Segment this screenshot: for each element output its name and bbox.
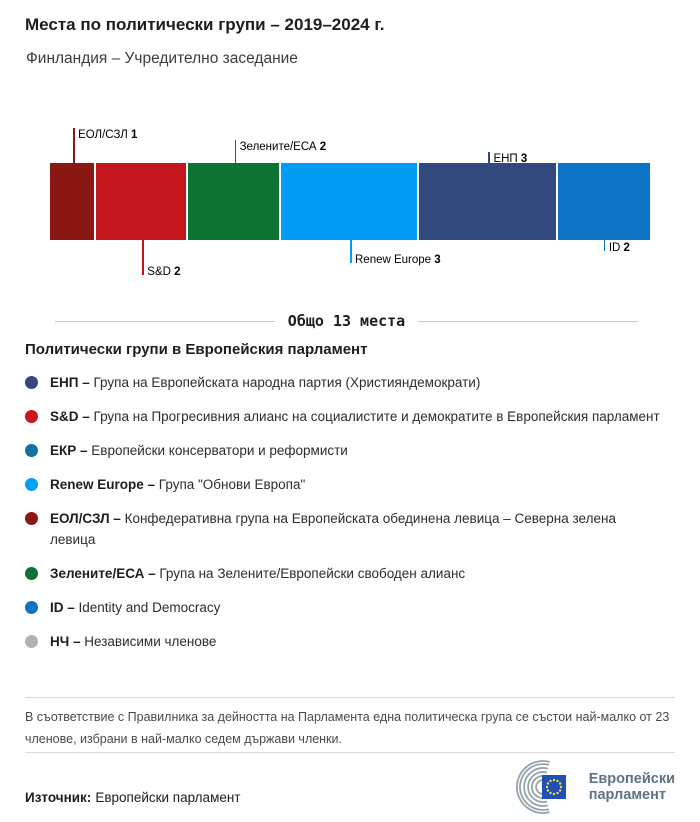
legend-item-description: Група на Европейската народна партия (Християндемократи) [93, 375, 481, 390]
logo-text-line2: парламент [588, 787, 666, 803]
callout-tick [235, 140, 237, 163]
legend-item-3 [25, 440, 675, 461]
callout-tick [488, 152, 490, 163]
legend-item-name: ID – [50, 600, 79, 615]
legend-item-4 [25, 474, 675, 495]
legend-item-6 [25, 563, 675, 584]
legend-item-name: ЕКР – [50, 443, 92, 458]
bar-segment-6[interactable] [558, 163, 650, 240]
callout-tick [73, 128, 75, 163]
legend-color-dot-icon [25, 567, 38, 580]
legend-item-name: Зелените/ЕСА – [50, 566, 160, 581]
legend-item-description: Identity and Democracy [78, 600, 221, 615]
legend-item-text [50, 563, 465, 584]
callout-tick [350, 240, 352, 263]
total-seats-label: Общо 13 места [287, 312, 406, 330]
divider-top [25, 697, 675, 698]
chart-title: Места по политически групи – 2019–2024 г. [25, 15, 385, 34]
source-value: Европейски парламент [95, 790, 241, 805]
ep-logo-text [589, 771, 675, 803]
callout-label: Зелените/ЕСА 2 [239, 141, 327, 153]
legend-heading: Политически групи в Европейския парламент [25, 341, 368, 358]
legend-color-dot-icon [25, 478, 38, 491]
source [25, 790, 241, 805]
legend-item-name: S&D – [50, 409, 94, 424]
callout-label: ID 2 [608, 242, 630, 254]
legend-item-text [50, 597, 220, 618]
callout-label: Renew Europe 3 [355, 254, 441, 266]
legend-color-dot-icon [25, 376, 38, 389]
legend-item-text [50, 508, 660, 550]
bar-segment-5[interactable] [419, 163, 555, 240]
bar-segment-2[interactable] [96, 163, 186, 240]
legend-item-5 [25, 508, 675, 550]
callout-tick [142, 240, 144, 275]
divider-line-left [55, 321, 275, 322]
legend-item-text [50, 631, 216, 652]
legend-item-description: Европейски консерватори и реформисти [91, 443, 348, 458]
legend-item-description: Група "Обнови Европа" [158, 477, 306, 492]
divider-bottom [25, 752, 675, 753]
legend-color-dot-icon [25, 444, 38, 457]
legend-list [25, 372, 675, 665]
legend-color-dot-icon [25, 635, 38, 648]
legend-item-description: Група на Прогресивния алианс на социалистите и демократите в Европейския парламент [93, 409, 660, 424]
legend-item-8 [25, 631, 675, 652]
callout-label: ЕОЛ/СЗЛ 1 [78, 129, 138, 141]
logo-text-line1: Европейски [588, 771, 675, 787]
divider-line-right [418, 321, 638, 322]
legend-item-text [50, 372, 480, 393]
legend-item-2 [25, 406, 675, 427]
bar-segment-4[interactable] [281, 163, 417, 240]
legend-item-text [50, 440, 348, 461]
legend-item-name: Renew Europe – [50, 477, 159, 492]
bar-segment-3[interactable] [188, 163, 278, 240]
legend-item-text [50, 474, 305, 495]
callout-tick [604, 240, 606, 251]
legend-item-name: ЕОЛ/СЗЛ – [50, 511, 125, 526]
legend-color-dot-icon [25, 601, 38, 614]
legend-item-description: Конфедеративна група на Европейската обединена левица – Северна зелена левица [50, 511, 616, 547]
chart-subtitle: Финландия – Учредително заседание [26, 50, 298, 67]
seat-bar-chart [50, 125, 650, 290]
legend-item-text [50, 406, 660, 427]
ep-logo [509, 760, 675, 814]
legend-item-description: Група на Зелените/Европейски свободен алианс [159, 566, 466, 581]
footnote: В съответствие с Правилника за дейността на Парламента една политическа група се състои най-малко от 23 членове, избрани в най-малко седем държави членки. [25, 710, 670, 746]
callout-label: S&D 2 [147, 266, 181, 278]
bar-segment-1[interactable] [50, 163, 94, 240]
legend-color-dot-icon [25, 512, 38, 525]
legend-item-description: Независими членове [84, 634, 217, 649]
callout-label: ЕНП 3 [493, 153, 528, 165]
legend-item-1 [25, 372, 675, 393]
legend-item-7 [25, 597, 675, 618]
source-label: Източник: [25, 790, 92, 805]
total-seats-divider [55, 312, 638, 330]
ep-hemicycle-icon [509, 760, 579, 814]
legend-color-dot-icon [25, 410, 38, 423]
legend-item-name: ЕНП – [50, 375, 94, 390]
legend-item-name: НЧ – [50, 634, 85, 649]
